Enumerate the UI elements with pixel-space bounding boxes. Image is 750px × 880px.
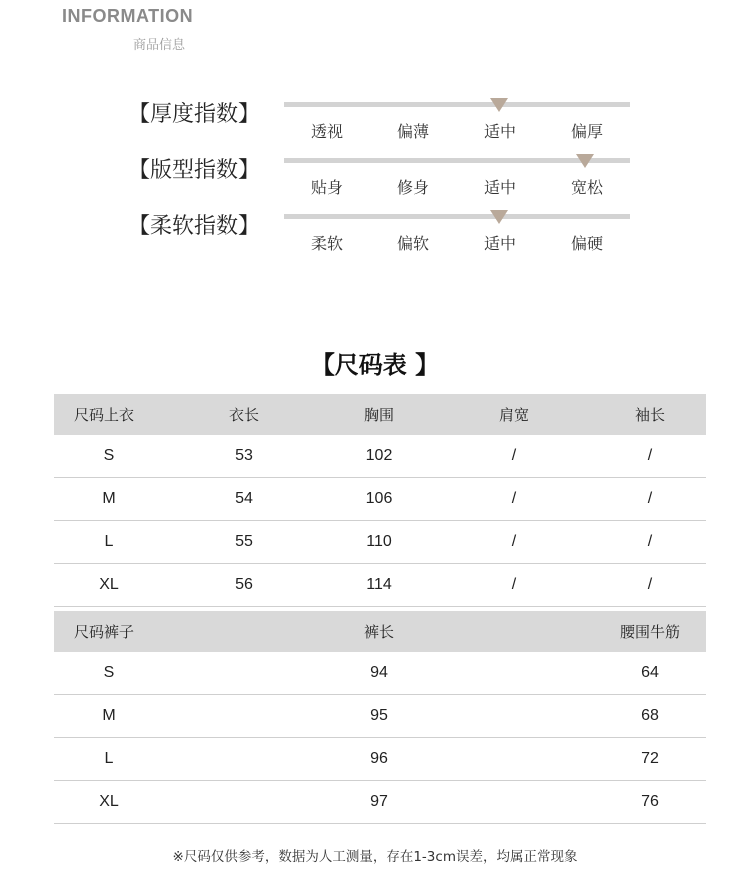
header-cell: 腰围牛筋 <box>594 611 706 652</box>
indicator-option: 柔软 <box>310 234 343 253</box>
header-cell: 肩宽 <box>434 394 594 435</box>
value-cell: 68 <box>594 695 706 738</box>
size-cell: L <box>54 521 164 564</box>
indicator-track <box>284 214 630 219</box>
size-cell: M <box>54 478 164 521</box>
indicator-marker-icon <box>490 210 508 224</box>
fit-indicator <box>0 153 750 209</box>
value-cell: 110 <box>324 521 434 564</box>
indicator-option: 偏软 <box>396 234 429 253</box>
indicator-marker-icon <box>576 154 594 168</box>
size-cell: S <box>54 435 164 478</box>
table-row <box>54 564 706 607</box>
value-cell: 96 <box>164 738 594 781</box>
indicator-option: 适中 <box>483 234 516 253</box>
value-cell: 94 <box>164 652 594 695</box>
value-cell: / <box>434 478 594 521</box>
header-cell: 尺码裤子 <box>54 611 164 652</box>
value-cell: / <box>594 478 706 521</box>
value-cell: / <box>434 435 594 478</box>
header-cell: 裤长 <box>164 611 594 652</box>
value-cell: 76 <box>594 781 706 824</box>
softness-indicator <box>0 209 750 265</box>
size-cell: L <box>54 738 164 781</box>
tops-size-table <box>54 394 706 607</box>
table-row <box>54 435 706 478</box>
value-cell: / <box>594 435 706 478</box>
value-cell: 56 <box>164 564 324 607</box>
value-cell: 106 <box>324 478 434 521</box>
pants-size-table <box>54 611 706 824</box>
indicator-marker-icon <box>490 98 508 112</box>
table-row <box>54 521 706 564</box>
table-header-row <box>54 611 706 652</box>
indicator-option: 适中 <box>483 178 516 197</box>
header-cell: 袖长 <box>594 394 706 435</box>
table-row <box>54 738 706 781</box>
table-header-row <box>54 394 706 435</box>
value-cell: / <box>434 521 594 564</box>
indicator-option: 偏薄 <box>396 122 429 141</box>
indicator-option: 适中 <box>483 122 516 141</box>
header-cell: 胸围 <box>324 394 434 435</box>
table-row <box>54 695 706 738</box>
value-cell: 53 <box>164 435 324 478</box>
size-cell: S <box>54 652 164 695</box>
info-title-en: INFORMATION <box>62 6 194 26</box>
thickness-indicator <box>0 97 750 153</box>
table-row <box>54 478 706 521</box>
value-cell: / <box>594 521 706 564</box>
value-cell: 64 <box>594 652 706 695</box>
info-title-cn: 商品信息 <box>133 38 186 53</box>
value-cell: 102 <box>324 435 434 478</box>
value-cell: 114 <box>324 564 434 607</box>
indicator-option: 偏硬 <box>570 234 603 253</box>
value-cell: 95 <box>164 695 594 738</box>
size-cell: M <box>54 695 164 738</box>
indicator-option: 宽松 <box>570 178 603 197</box>
value-cell: 55 <box>164 521 324 564</box>
indicator-option: 贴身 <box>310 178 343 197</box>
value-cell: / <box>594 564 706 607</box>
value-cell: 54 <box>164 478 324 521</box>
indicator-label: 【柔软指数】 <box>128 214 261 239</box>
header-cell: 衣长 <box>164 394 324 435</box>
size-disclaimer: ※尺码仅供参考，数据为人工测量，存在1-3cm误差，均属正常现象 <box>172 849 578 865</box>
value-cell: 97 <box>164 781 594 824</box>
header-cell: 尺码上衣 <box>54 394 164 435</box>
size-cell: XL <box>54 781 164 824</box>
indicator-option: 透视 <box>310 122 343 141</box>
value-cell: / <box>434 564 594 607</box>
indicator-label: 【厚度指数】 <box>128 102 261 127</box>
table-row <box>54 652 706 695</box>
indicator-label: 【版型指数】 <box>128 158 261 183</box>
indicator-option: 偏厚 <box>570 122 603 141</box>
indicator-option: 修身 <box>396 178 429 197</box>
indicator-track <box>284 102 630 107</box>
size-chart-title: 【尺码表 】 <box>310 351 440 379</box>
size-cell: XL <box>54 564 164 607</box>
value-cell: 72 <box>594 738 706 781</box>
table-row <box>54 781 706 824</box>
